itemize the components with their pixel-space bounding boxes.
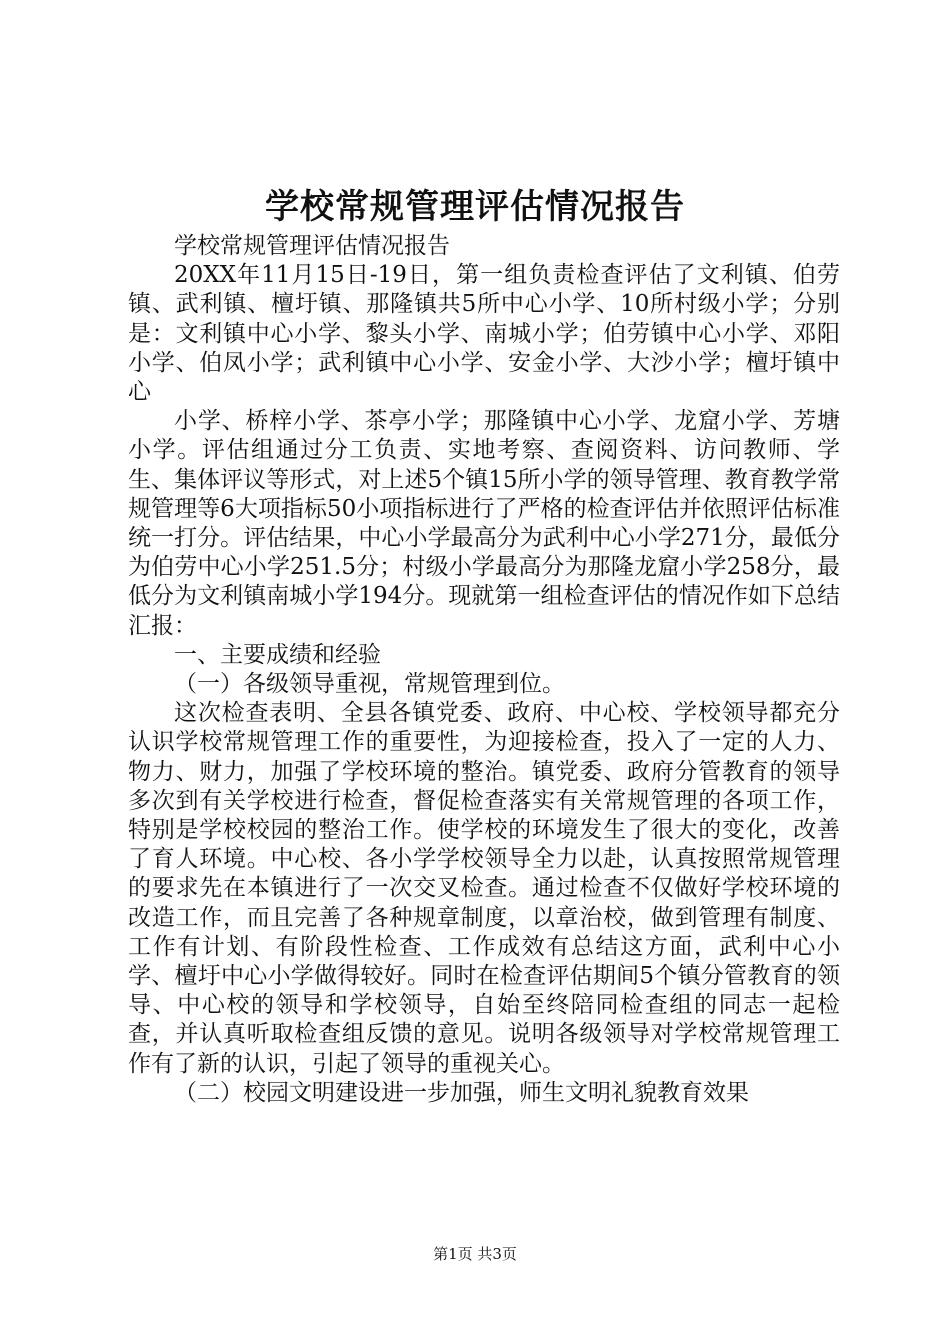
subsection-heading: （一）各级领导重视，常规管理到位。: [174, 671, 565, 698]
page-title: 学校常规管理评估情况报告: [265, 187, 685, 227]
paragraph-intro-continued: 小学、桥梓小学、茶亭小学；那隆镇中心小学、龙窟小学、芳塘小学。评估组通过分工负责、实地考察、查阅资料、访问教师、学生、集体评议等形式，对上述5个镇15所小学的领导管理、教育教学常规管理等6大项指标50小项指标进行了严格的检查评估并依照评估标准统一打分。评估结果，中心小学最高分为武利中心小学271分，最低分为伯劳中心小学251.5分；村级小学最高分为那隆龙窟小学258分，最低分为文利镇南城小学194分。现就第一组检查评估的情况作如下总结汇报：: [128, 408, 840, 639]
page-footer: 第1页 共3页: [433, 1245, 517, 1263]
paragraph-intro: 20XX年11月15日-19日，第一组负责检查评估了文利镇、伯劳镇、武利镇、檀圩镇、那隆镇共5所中心小学、10所村级小学；分别是：文利镇中心小学、黎头小学、南城小学；伯劳镇中心小学、邓阳小学、伯凤小学；武利镇中心小学、安金小学、大沙小学；檀圩镇中心: [128, 262, 840, 406]
paragraph-subtitle: 学校常规管理评估情况报告: [174, 233, 450, 259]
subsection-heading: （二）校园文明建设进一步加强，师生文明礼貌教育效果: [174, 1079, 749, 1106]
section-heading: 一、主要成绩和经验: [174, 641, 381, 668]
document-body: [128, 232, 840, 1108]
paragraph-body: 这次检查表明、全县各镇党委、政府、中心校、学校领导都充分认识学校常规管理工作的重要性，为迎接检查，投入了一定的人力、物力、财力，加强了学校环境的整治。镇党委、政府分管教育的领导多次到有关学校进行检查，督促检查落实有关常规管理的各项工作，特别是学校校园的整治工作。使学校的环境发生了很大的变化，改善了育人环境。中心校、各小学学校领导全力以赴，认真按照常规管理的要求先在本镇进行了一次交叉检查。通过检查不仅做好学校环境的改造工作，而且完善了各种规章制度，以章治校，做到管理有制度、工作有计划、有阶段性检查、工作成效有总结这方面，武利中心小学、檀圩中心小学做得较好。同时在检查评估期间5个镇分管教育的领导、中心校的领导和学校领导，自始至终陪同检查组的同志一起检查，并认真听取检查组反馈的意见。说明各级领导对学校常规管理工作有了新的认识，引起了领导的重视关心。: [128, 700, 840, 1077]
